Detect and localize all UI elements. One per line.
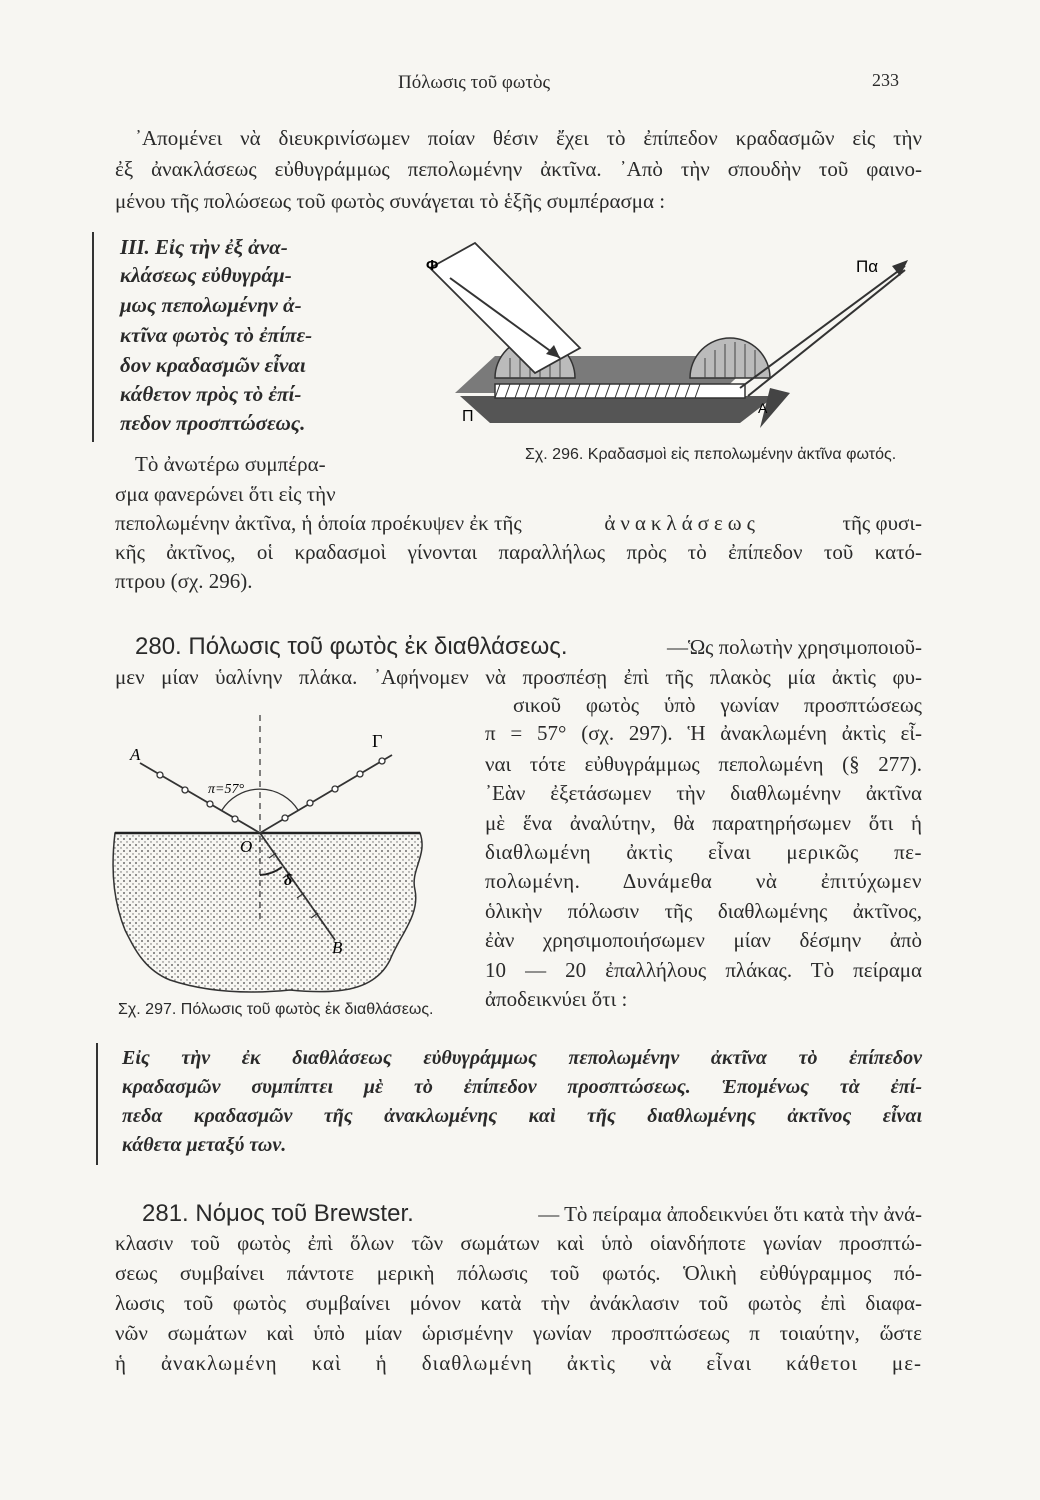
para2-line-3 <box>115 510 922 537</box>
sec281-heading-line <box>142 1200 922 1228</box>
fig296-label-pi-alpha: Πα <box>856 257 879 276</box>
rule-iii-line-6: κάθετον πρὸς τὸ ἐπί- <box>120 382 302 406</box>
para2-line-3-b: τῆς φυσι- <box>842 511 922 535</box>
para1-line-3: μένου τῆς πολώσεως τοῦ φωτὸς συνάγεται τὸ ἑξῆς συμπέρασμα : <box>115 189 666 213</box>
sec280-heading-rest: —Ὡς πολωτὴν χρησιμοποιοῦ- <box>666 635 922 659</box>
sec280-heading-line <box>135 633 922 661</box>
fig296-label-phi: Φ <box>426 257 439 274</box>
refraction-rule-2: κραδασμῶν συμπίπτει μὲ τὸ ἐπίπεδον προσπτώσεως. Ἑπομένως τὰ ἐπί- <box>122 1076 922 1098</box>
sec280-right-3: ναι τότε εὐθυγράμμως πεπολωμένη (§ 277). <box>485 752 922 776</box>
sec281-line-5: ἡ ἀνακλωμένη καὶ ἡ διαθλωμένη ἀκτὶς νὰ εἶναι κάθετοι με- <box>115 1351 922 1375</box>
refraction-rule-1: Εἰς τὴν ἐκ διαθλάσεως εὐθυγράμμως πεπολωμένην ἀκτῖνα τὸ ἐπίπεδον <box>122 1047 922 1069</box>
para2-line-3-spaced: ἀνακλάσεως <box>604 511 760 535</box>
figure-297 <box>110 705 480 995</box>
reflected-ray <box>740 266 905 388</box>
para2-line-5: πτρου (σχ. 296). <box>115 569 253 593</box>
refraction-rule-3: πεδα κραδασμῶν τῆς ἀνακλωμένης καὶ τῆς διαθλωμένης ἀκτῖνος εἶναι <box>122 1105 922 1127</box>
fig297-caption: Σχ. 297. Πόλωσις τοῦ φωτὸς ἐκ διαθλάσεως. <box>118 1001 434 1018</box>
rule-iii-line-1: III. Εἰς τὴν ἐξ ἀνα- <box>120 235 288 259</box>
sec280-right-7: πολωμένη. Δυνάμεθα νὰ ἐπιτύχωμεν <box>485 869 922 893</box>
para2-line-4: κῆς ἀκτῖνος, οἱ κραδασμοὶ γίνονται παραλλήλως πρὸς τὸ ἐπίπεδον τοῦ κατό- <box>115 540 922 564</box>
fig297-label-delta: δ <box>284 872 293 889</box>
refraction-rule-4: κάθετα μεταξύ των. <box>122 1134 287 1156</box>
sec280-right-11: ἀποδεικνύει ὅτι : <box>485 987 628 1011</box>
fig297-label-G: Γ <box>372 731 383 751</box>
rule-iii-line-4: κτῖνα φωτὸς τὸ ἐπίπε- <box>120 323 313 347</box>
sec280-right-8: ὁλικὴν πόλωσιν τῆς διαθλωμένης ἀκτῖνος, <box>485 899 922 923</box>
rule-iii-line-5: δον κραδασμῶν εἶναι <box>120 353 306 377</box>
sec280-right-5: μὲ ἕνα ἀναλύτην, θὰ παρατηρήσωμεν ὅτι ἡ <box>485 811 922 835</box>
rule-iii-line-7: πεδον προσπτώσεως. <box>120 411 306 435</box>
sec281-line-3: λωσις τοῦ φωτὸς συμβαίνει μόνον κατὰ τὴν ἀνάκλασιν τοῦ φωτὸς ἐπὶ διαφα- <box>115 1291 922 1315</box>
mirror-plate <box>460 396 775 423</box>
sec281-heading: 281. Νόμος τοῦ Brewster. <box>142 1200 414 1227</box>
sec280-right-9: ἐὰν χρησιμοποιήσωμεν μίαν δέσμην ἀπὸ <box>485 928 922 952</box>
sec280-right-1: σικοῦ φωτὸς ὑπὸ γωνίαν προσπτώσεως <box>513 693 922 717</box>
glass-plate <box>113 833 422 992</box>
rule-iii-line-2: κλάσεως εὐθυγράμ- <box>120 263 292 287</box>
sec280-right-6: διαθλωμένη ἀκτὶς εἶναι μερικῶς πε- <box>485 840 922 864</box>
fig296-label-pi: Π <box>462 408 474 425</box>
sec281-line-2: σεως συμβαίνει πάντοτε μερικὴ πόλωσις τοῦ φωτός. Ὁλικὴ εὐθύγραμμος πό- <box>115 1261 922 1285</box>
para2-line-1: Τὸ ἀνωτέρω συμπέρα- <box>135 452 326 476</box>
rule-bar <box>92 232 94 442</box>
fig297-label-angle: π=57° <box>208 782 245 797</box>
para2-line-2: σμα φανερώνει ὅτι εἰς τὴν <box>115 482 336 506</box>
sec280-right-2: π = 57° (σχ. 297). Ἡ ἀνακλωμένη ἀκτὶς εἶ- <box>485 721 922 745</box>
figure-296 <box>400 238 920 448</box>
page-number: 233 <box>872 70 899 90</box>
fig297-label-O: Ο <box>240 837 253 856</box>
para1-line-1: ᾿Απομένει νὰ διευκρινίσωμεν ποίαν θέσιν ἔχει τὸ ἐπίπεδον κραδασμῶν εἰς τὴν <box>135 126 922 150</box>
sec280-right-4: ᾿Εὰν ἐξετάσωμεν τὴν διαθλωμένην ἀκτῖνα <box>485 781 922 805</box>
sec280-line-2: μεν μίαν ὑαλίνην πλάκα. ᾿Αφήνομεν νὰ προσπέσῃ ἐπὶ τῆς πλακὸς μία ἀκτὶς φυ- <box>115 665 922 689</box>
fig296-label-alpha: Α <box>758 400 768 416</box>
vibration-arc-right <box>690 338 770 378</box>
sec281-heading-rest: — Τὸ πείραμα ἀποδεικνύει ὅτι κατὰ τὴν ἀνά- <box>538 1202 922 1226</box>
running-title: Πόλωσις τοῦ φωτὸς <box>398 72 550 93</box>
sec281-line-4: νῶν σωμάτων καὶ ὑπὸ μίαν ὡρισμένην γωνίαν προσπτώσεως π τοιαύτην, ὥστε <box>115 1321 922 1345</box>
sec280-right-10: 10 — 20 ἐπαλλήλους πλάκας. Τὸ πείραμα <box>485 958 922 982</box>
fig296-caption: Σχ. 296. Κραδασμοὶ εἰς πεπολωμένην ἀκτῖνα φωτός. <box>525 446 897 463</box>
fig297-label-A: Α <box>130 745 141 764</box>
para1-line-2: ἐξ ἀνακλάσεως εὐθυγράμμως πεπολωμένην ἀκτῖνα. ᾿Απὸ τὴν σπουδὴν τοῦ φαινο- <box>115 157 922 181</box>
para2-line-3-a: πεπολωμένην ἀκτῖνα, ἡ ὁποία προέκυψεν ἐκ τῆς <box>115 511 522 535</box>
mirror-surface <box>495 384 745 398</box>
rule-iii-line-3: μως πεπολωμένην ἀ- <box>120 293 302 317</box>
rule-bar-2 <box>96 1043 98 1165</box>
sec280-heading: 280. Πόλωσις τοῦ φωτὸς ἐκ διαθλάσεως. <box>135 633 568 660</box>
fig297-label-B: Β <box>332 938 343 957</box>
sec281-line-1: κλασιν τοῦ φωτὸς ἐπὶ ὅλων τῶν σωμάτων καὶ ὑπὸ οἱανδήποτε γωνίαν προσπτώ- <box>115 1231 922 1255</box>
